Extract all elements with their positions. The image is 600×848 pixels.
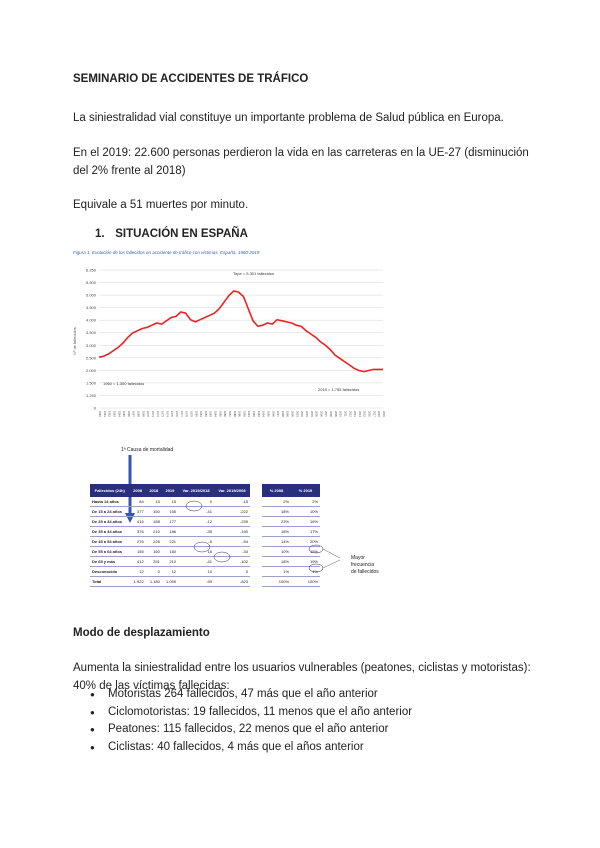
table-row [262,577,320,587]
x-tick-label: 2005 [314,411,318,417]
x-tick-label: 1975 [170,411,174,417]
table-cell: 10 [178,567,214,577]
x-tick-label: 2000 [290,411,294,417]
side-note-line: frecuencia [351,562,375,568]
x-tick-label: 2017 [372,411,376,417]
table-header: 2019 [162,484,178,497]
table-cell: 376 [130,527,146,537]
y-tick-label: 3.000 [85,342,96,348]
table-cell: 2% [262,497,291,507]
table-cell: 160 [146,547,162,557]
table-cell: 0 [214,567,250,577]
x-tick-label: 1982 [203,411,207,417]
x-tick-label: 1990 [242,411,246,417]
table-cell: 188 [146,517,162,527]
x-tick-label: 2003 [304,411,308,417]
x-tick-label: 1979 [189,411,193,417]
x-tick-label: 2002 [300,411,304,417]
y-tick-label: 0 [93,405,96,411]
y-tick-label: 1.250 [85,392,96,398]
x-tick-label: 1977 [179,411,183,417]
x-tick-label: 1980 [194,411,198,417]
table-cell: 0 [178,497,214,507]
circle-highlight [309,564,323,572]
x-tick-label: 2004 [309,411,313,417]
paragraph-vulnerable-line1: Aumenta la siniestralidad entre los usuarios vulnerables (peatones, ciclistas y motoristas): [73,662,531,674]
table-cell: 16% [291,517,320,527]
bullet-list [90,688,412,758]
table-cell: 100% [291,577,320,587]
table-cell: 10% [262,547,291,557]
x-tick-label: 2012 [348,411,352,417]
x-tick-label: 1965 [122,411,126,417]
table-cell: 210 [146,527,162,537]
x-tick-label: 1972 [155,411,159,417]
table-cell: -222 [214,507,250,517]
mortality-label: 1ª Causa de mortalidad [121,447,174,453]
table-cell: 221 [162,537,178,547]
table-header: % 2008 [262,484,291,497]
circle-highlight [214,552,230,562]
table-cell: 210 [162,557,178,567]
annotation-1960: 1960 = 1.300 fallecidos [103,381,145,386]
table-cell: 150 [146,507,162,517]
series-line [99,291,383,372]
x-tick-label: 1963 [112,411,116,417]
y-tick-label: 5.000 [85,292,96,298]
x-tick-label: 1987 [227,411,231,417]
table-header: Var. 2019/2018 [178,484,214,497]
table-header: 2018 [146,484,162,497]
table-cell: De 25 a 34 años [90,517,130,527]
x-tick-label: 2001 [295,411,299,417]
side-note-line: de fallecidos [351,569,379,575]
table-cell: -35 [178,527,214,537]
x-tick-label: 1986 [223,411,227,417]
chart-title: Figura 1. Evolución de los fallecidos en accidente de tráfico con víctimas. España, 1960-2019 [73,250,260,255]
x-tick-label: 1969 [141,411,145,417]
table-cell: -12 [178,517,214,527]
table-cell: 19% [291,557,320,567]
table-cell: 14% [262,537,291,547]
x-tick-label: 2008 [329,411,333,417]
table-cell: 1% [291,567,320,577]
x-tick-label: 1996 [271,411,275,417]
table-cell: Hasta 14 años [90,497,130,507]
table-cell: 18% [262,557,291,567]
x-tick-label: 1999 [285,411,289,417]
x-tick-label: 1997 [276,411,280,417]
table-cell: 1% [262,567,291,577]
table-cell: -239 [214,517,250,527]
table-cell: -823 [214,577,250,587]
table-cell: 20% [291,537,320,547]
table-cell: 155 [162,507,178,517]
table-cell: De 15 a 24 años [90,507,130,517]
table-cell: Total [90,577,130,587]
x-tick-label: 1973 [160,411,164,417]
table-row [90,577,250,587]
table-cell: 18% [262,507,291,517]
x-tick-label: 2013 [353,411,357,417]
table-cell: 18 [178,547,214,557]
x-tick-label: 2016 [367,411,371,417]
y-tick-label: 4.500 [85,305,96,311]
table-cell: De 65 y más [90,557,130,567]
table-cell: 1.099 [162,577,178,587]
y-tick-label: 1.500 [85,380,96,386]
x-tick-label: 1962 [107,411,111,417]
circle-highlight [194,542,210,552]
x-tick-label: 1984 [213,411,217,417]
table-cell: -41 [178,507,214,517]
chart-ylabel: Nº de fallecidos [72,327,77,355]
list-item: ● Ciclistas: 40 fallecidos, 4 más que el años anterior [90,741,412,759]
table-header: Fallecidos (24h) [90,484,130,497]
table-cell: 12 [130,567,146,577]
table-header: % 2019 [291,484,320,497]
x-tick-label: 2011 [343,411,347,417]
subheading: Modo de desplazamiento [73,627,210,639]
x-tick-label: 2018 [377,411,381,417]
x-tick-label: 1992 [252,411,256,417]
x-tick-label: 1967 [131,411,135,417]
circle-highlight [309,545,323,553]
section-title: SITUACIÓN EN ESPAÑA [115,228,248,240]
table-cell: 15 [162,497,178,507]
table-header: Var. 2019/2008 [214,484,250,497]
x-tick-label: 1978 [184,411,188,417]
table-cell: 226 [146,537,162,547]
table-cell: 100% [262,577,291,587]
x-tick-label: 1961 [102,411,106,417]
table-cell: De 55 a 64 años [90,547,130,557]
document-title: SEMINARIO DE ACCIDENTES DE TRÁFICO [73,73,309,85]
paragraph-2019-line2: del 2% frente al 2018) [73,165,186,177]
highlight-circles [180,498,340,578]
x-tick-label: 1960 [98,411,101,417]
x-tick-label: 2015 [362,411,366,417]
table-cell: 251 [146,557,162,567]
paragraph-2019-line1: En el 2019: 22.600 personas perdieron la vida en las carreteras en la UE-27 (disminución [73,147,529,159]
x-tick-label: 2009 [333,411,337,417]
table-cell: -34 [214,547,250,557]
table-cell: 412 [130,557,146,567]
list-item: ● Ciclomotoristas: 19 fallecidos, 11 menos que el año anterior [90,706,412,724]
x-tick-label: 1974 [165,411,169,417]
table-cell: De 45 a 54 años [90,537,130,547]
x-tick-label: 2006 [319,411,323,417]
y-tick-label: 5.500 [85,280,96,286]
table-header: 2008 [130,484,146,497]
table-cell: 17% [291,527,320,537]
x-tick-label: 1970 [146,411,150,417]
table-cell: 84 [130,497,146,507]
side-note-line: Mayor [351,555,365,561]
table-cell: -41 [178,557,214,567]
paragraph-deaths-per-minute: Equivale a 51 muertes por minuto. [73,199,249,211]
circle-highlight [186,501,202,511]
y-tick-label: 4.000 [85,317,96,323]
table-cell: 177 [162,517,178,527]
table-cell: 18% [262,527,291,537]
x-tick-label: 1998 [280,411,284,417]
table-cell: Desconocido [90,567,130,577]
x-tick-label: 1989 [237,411,241,417]
table-cell: -5 [178,537,214,547]
list-item: ● Peatones: 115 fallecidos, 22 menos que el año anterior [90,723,412,741]
table-cell: 155 [130,547,146,557]
table-cell: -90 [178,577,214,587]
table-cell: 160 [162,547,178,557]
x-tick-label: 1994 [261,411,265,417]
x-tick-label: 2007 [324,411,328,417]
x-tick-label: 1993 [256,411,260,417]
list-item: ● Motoristas 264 fallecidos, 47 más que el año anterior [90,688,412,706]
paragraph-2019 [73,144,533,180]
x-tick-label: 2014 [357,411,361,417]
paragraph-intro: La siniestralidad vial constituye un importante problema de Salud pública en Europa. [73,112,504,124]
table-cell: 15 [146,497,162,507]
table-cell: 377 [130,507,146,517]
paragraph-vulnerable-line2: 40% de las víctimas fallecidas: [73,680,230,692]
table-cell: 12 [162,567,178,577]
annotation-2019: 2019 = 1.755 fallecidos [318,387,360,392]
table-cell: 1.922 [130,577,146,587]
line-chart [73,260,393,425]
y-tick-label: 6.250 [85,267,96,273]
x-tick-label: 1981 [199,411,203,417]
table-cell: -102 [214,557,250,567]
y-tick-label: 3.500 [85,330,96,336]
annotation-peak: Tope = 5.301 fallecidos [233,271,275,276]
y-tick-label: 2.500 [85,355,96,361]
section-number: 1. [95,228,105,240]
y-tick-label: 2.000 [85,367,96,373]
table-cell: -15 [214,497,250,507]
x-tick-label: 1966 [126,411,130,417]
x-tick-label: 1968 [136,411,140,417]
section-heading [95,228,248,240]
x-tick-label: 2019 [382,411,385,417]
x-tick-label: 1971 [150,411,154,417]
table-cell: 23% [262,517,291,527]
x-tick-label: 1985 [218,411,222,417]
x-tick-label: 2010 [338,411,342,417]
table-cell: 2% [291,497,320,507]
table-cell: 416 [130,517,146,527]
x-tick-label: 1976 [175,411,179,417]
table-cell: 1.180 [146,577,162,587]
x-tick-label: 1983 [208,411,212,417]
table-cell: 186 [162,527,178,537]
x-tick-label: 1988 [232,411,236,417]
table-cell: 15% [291,547,320,557]
table-cell: 10% [291,507,320,517]
table-cell: -54 [214,537,250,547]
side-note [351,555,379,576]
table-cell: 0 [146,567,162,577]
table-cell: De 35 a 44 años [90,527,130,537]
table-cell: 276 [130,537,146,547]
x-tick-label: 1964 [117,411,121,417]
x-tick-label: 1995 [266,411,270,417]
table-cell: -190 [214,527,250,537]
x-tick-label: 1991 [247,411,251,417]
